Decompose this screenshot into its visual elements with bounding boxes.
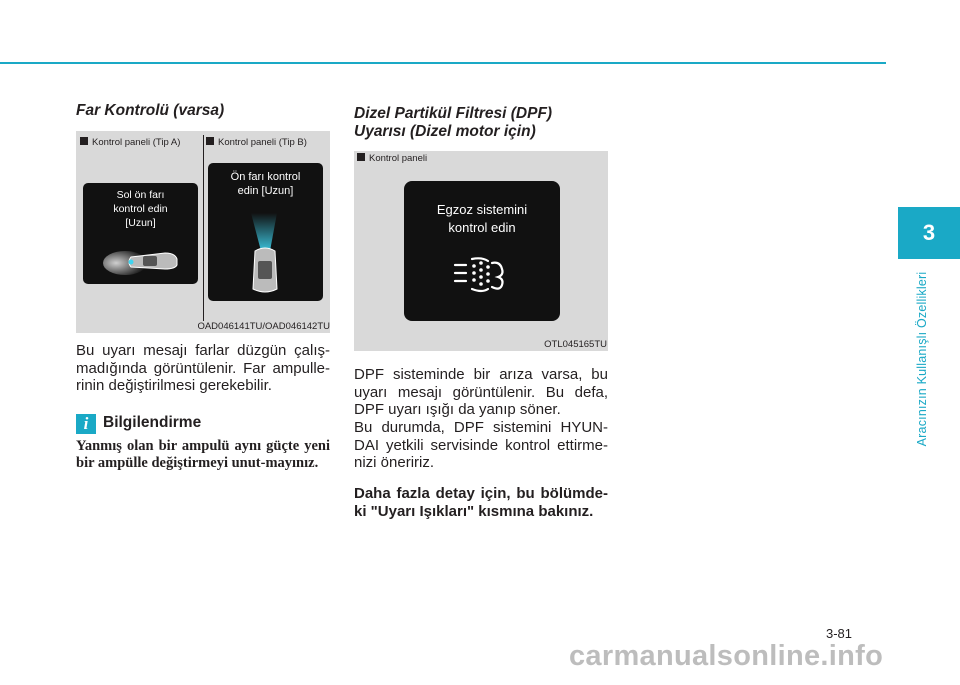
screen-dpf-line-2: kontrol edin <box>448 220 516 235</box>
info-icon: i <box>76 414 96 434</box>
chapter-number: 3 <box>922 220 936 245</box>
section-title-dpf-line-1: Dizel Partikül Filtresi (DPF) <box>354 105 553 122</box>
body-dpf-1: DPF sisteminde bir arıza varsa, bu uyarı mesajı görüntülenir. Bu defa, DPF uyarı ışığı da yanıp söner. <box>354 366 608 418</box>
screen-a-line-1: Sol ön farı <box>116 189 165 201</box>
chapter-side-label <box>897 262 947 457</box>
info-title: Bilgilendirme <box>103 414 202 431</box>
chapter-title: Aracınızın Kullanışlı Özellikleri <box>915 271 929 447</box>
body-dpf-2: Bu durumda, DPF sistemini HYUN-DAI yetkili servisinde kontrol ettirme-nizi öneririz. <box>354 419 608 471</box>
body-dpf-reference: Daha fazla detay için, bu bölümde-ki "Uyarı Işıkları" kısmına bakınız. <box>354 485 608 520</box>
section-title-headlamp: Far Kontrolü (varsa) <box>76 102 225 119</box>
header-rule <box>0 62 886 64</box>
figure-label-type-a: Kontrol paneli (Tip A) <box>80 137 180 148</box>
screen-dpf-line-1: Egzoz sistemini <box>436 202 528 217</box>
info-text: Yanmış olan bir ampulü aynı güçte yeni bir ampülle değiştirmeyi unut-mayınız. <box>76 438 330 471</box>
section-title-dpf <box>354 105 614 141</box>
figure-label-type-b: Kontrol paneli (Tip B) <box>206 137 307 148</box>
page-number: 3-81 <box>826 626 853 641</box>
screen-a-line-3: [Uzun] <box>125 217 156 229</box>
dpf-warning-icon <box>452 253 512 297</box>
figure-dpf <box>354 151 608 351</box>
cluster-screen-dpf <box>404 181 560 321</box>
cluster-screen-type-a <box>83 183 198 284</box>
watermark: carmanualsonline.info <box>569 640 884 672</box>
screen-a-line-2: kontrol edin <box>113 203 168 215</box>
chapter-number-tab <box>898 207 960 259</box>
section-title-dpf-line-2: Uyarısı (Dizel motor için) <box>354 123 536 140</box>
body-headlamp: Bu uyarı mesajı farlar düzgün çalış-madığında görüntülenir. Far ampulle-rinin değiştirilmesi gerekebilir. <box>76 342 330 394</box>
screen-b-line-2: edin [Uzun] <box>237 185 294 197</box>
figure-headlamp <box>76 131 330 333</box>
figure-divider <box>203 135 204 321</box>
figure-caption-headlamp: OAD046141TU/OAD046142TU <box>197 321 330 332</box>
car-high-beam-icon <box>233 213 298 298</box>
figure-label-dpf: Kontrol paneli <box>357 153 427 164</box>
screen-b-line-1: Ön farı kontrol <box>230 171 301 183</box>
cluster-screen-type-b <box>208 163 323 301</box>
car-left-headlight-icon <box>103 235 183 280</box>
figure-caption-dpf: OTL045165TU <box>544 339 607 350</box>
